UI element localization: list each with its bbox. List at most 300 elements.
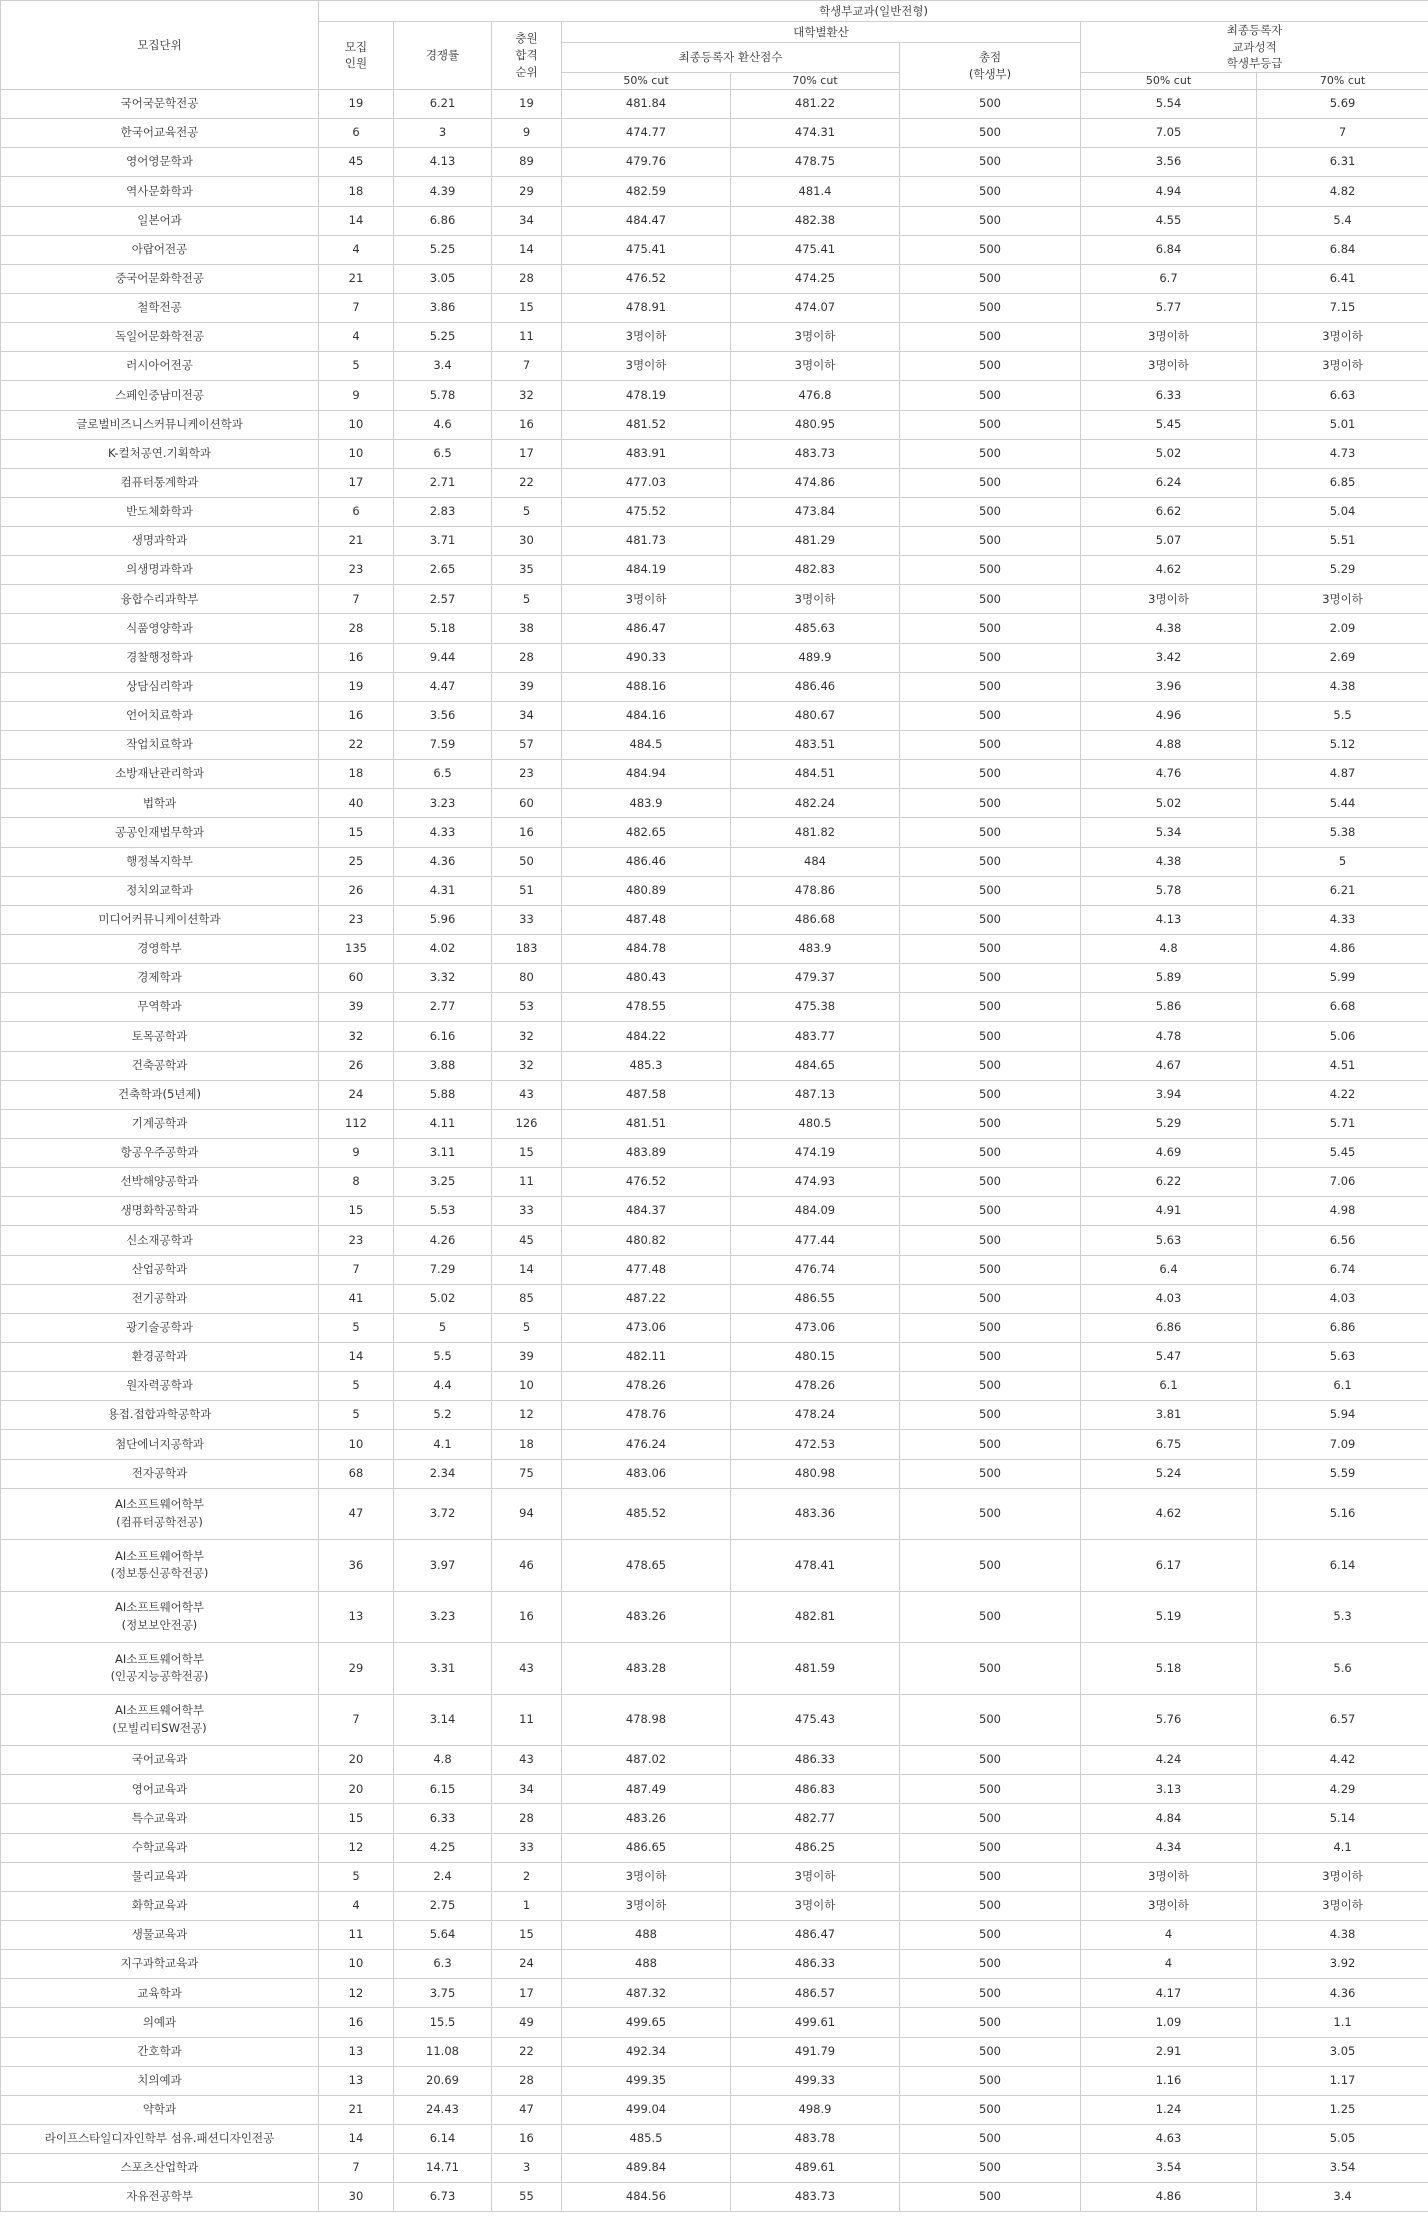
competition-cell: 3.4 (394, 352, 492, 381)
total-cell: 500 (900, 2008, 1081, 2037)
grade-cut70-cell: 2.69 (1257, 643, 1428, 672)
cut50-cell: 488 (562, 1921, 731, 1950)
waitlist-cell: 22 (492, 468, 562, 497)
header-grade-group: 최종등록자 교과성적 학생부등급 (1081, 22, 1428, 73)
grade-cut50-cell: 3명이하 (1081, 352, 1257, 381)
cut50-cell: 487.49 (562, 1775, 731, 1804)
waitlist-cell: 39 (492, 1343, 562, 1372)
recruit-cell: 15 (319, 1804, 394, 1833)
grade-cut50-cell: 6.86 (1081, 1313, 1257, 1342)
recruit-cell: 60 (319, 964, 394, 993)
recruit-cell: 28 (319, 614, 394, 643)
total-cell: 500 (900, 1833, 1081, 1862)
header-grade-cut70: 70% cut (1257, 73, 1428, 90)
competition-cell: 3.72 (394, 1488, 492, 1540)
cut70-cell: 475.41 (731, 235, 900, 264)
cut70-cell: 498.9 (731, 2095, 900, 2124)
cut70-cell: 480.98 (731, 1459, 900, 1488)
total-cell: 500 (900, 206, 1081, 235)
unit-cell: 광기술공학과 (1, 1313, 319, 1342)
table-row (1, 89, 1428, 118)
total-cell: 500 (900, 1643, 1081, 1695)
recruit-cell: 13 (319, 1591, 394, 1643)
grade-cut50-cell: 5.19 (1081, 1591, 1257, 1643)
cut50-cell: 475.52 (562, 497, 731, 526)
grade-cut50-cell: 4 (1081, 1950, 1257, 1979)
total-cell: 500 (900, 643, 1081, 672)
total-cell: 500 (900, 1313, 1081, 1342)
grade-cut50-cell: 1.16 (1081, 2066, 1257, 2095)
total-cell: 500 (900, 789, 1081, 818)
cut70-cell: 486.46 (731, 672, 900, 701)
competition-cell: 5 (394, 1313, 492, 1342)
table-row (1, 1775, 1428, 1804)
table-row (1, 2008, 1428, 2037)
cut50-cell: 487.22 (562, 1284, 731, 1313)
grade-cut50-cell: 5.34 (1081, 818, 1257, 847)
competition-cell: 4.26 (394, 1226, 492, 1255)
recruit-cell: 39 (319, 993, 394, 1022)
grade-cut70-cell: 4.87 (1257, 760, 1428, 789)
waitlist-cell: 45 (492, 1226, 562, 1255)
grade-cut50-cell: 4.88 (1081, 731, 1257, 760)
total-cell: 500 (900, 818, 1081, 847)
grade-cut70-cell: 6.68 (1257, 993, 1428, 1022)
waitlist-cell: 126 (492, 1109, 562, 1138)
cut50-cell: 473.06 (562, 1313, 731, 1342)
grade-cut50-cell: 3.81 (1081, 1401, 1257, 1430)
total-cell: 500 (900, 1804, 1081, 1833)
recruit-cell: 15 (319, 1197, 394, 1226)
cut70-cell: 482.83 (731, 556, 900, 585)
unit-cell: 교육학과 (1, 1979, 319, 2008)
total-cell: 500 (900, 1051, 1081, 1080)
grade-cut50-cell: 4.17 (1081, 1979, 1257, 2008)
waitlist-cell: 18 (492, 1430, 562, 1459)
recruit-cell: 7 (319, 293, 394, 322)
cut70-cell: 475.38 (731, 993, 900, 1022)
cut70-cell: 474.07 (731, 293, 900, 322)
cut70-cell: 483.73 (731, 2183, 900, 2212)
recruit-cell: 20 (319, 1775, 394, 1804)
grade-cut50-cell: 4.96 (1081, 701, 1257, 730)
grade-cut70-cell: 1.1 (1257, 2008, 1428, 2037)
grade-cut70-cell: 7.15 (1257, 293, 1428, 322)
table-row (1, 2154, 1428, 2183)
unit-cell: 항공우주공학과 (1, 1139, 319, 1168)
cut50-cell: 485.3 (562, 1051, 731, 1080)
cut50-cell: 477.03 (562, 468, 731, 497)
cut50-cell: 484.22 (562, 1022, 731, 1051)
cut70-cell: 486.68 (731, 905, 900, 934)
cut50-cell: 486.65 (562, 1833, 731, 1862)
grade-cut70-cell: 6.63 (1257, 381, 1428, 410)
grade-cut50-cell: 5.89 (1081, 964, 1257, 993)
unit-cell: 신소재공학과 (1, 1226, 319, 1255)
unit-cell: 의생명과학과 (1, 556, 319, 585)
unit-cell: 중국어문화학전공 (1, 264, 319, 293)
grade-cut70-cell: 4.29 (1257, 1775, 1428, 1804)
total-cell: 500 (900, 731, 1081, 760)
grade-cut50-cell: 4.03 (1081, 1284, 1257, 1313)
competition-cell: 4.31 (394, 876, 492, 905)
competition-cell: 3.14 (394, 1694, 492, 1746)
cut50-cell: 478.55 (562, 993, 731, 1022)
cut50-cell: 486.47 (562, 614, 731, 643)
unit-cell: 컴퓨터통계학과 (1, 468, 319, 497)
unit-cell: 영어교육과 (1, 1775, 319, 1804)
table-row (1, 1080, 1428, 1109)
total-cell: 500 (900, 935, 1081, 964)
grade-cut50-cell: 5.54 (1081, 89, 1257, 118)
grade-cut70-cell: 6.85 (1257, 468, 1428, 497)
cut50-cell: 3명이하 (562, 352, 731, 381)
unit-cell: 법학과 (1, 789, 319, 818)
total-cell: 500 (900, 2066, 1081, 2095)
grade-cut70-cell: 4.36 (1257, 1979, 1428, 2008)
unit-cell: 용접.접합과학공학과 (1, 1401, 319, 1430)
competition-cell: 5.64 (394, 1921, 492, 1950)
cut70-cell: 499.33 (731, 2066, 900, 2095)
recruit-cell: 45 (319, 148, 394, 177)
recruit-cell: 21 (319, 264, 394, 293)
cut50-cell: 486.46 (562, 847, 731, 876)
competition-cell: 2.71 (394, 468, 492, 497)
table-row (1, 206, 1428, 235)
waitlist-cell: 28 (492, 2066, 562, 2095)
header-cut50: 50% cut (562, 73, 731, 90)
competition-cell: 3.56 (394, 701, 492, 730)
cut70-cell: 482.24 (731, 789, 900, 818)
competition-cell: 3.23 (394, 1591, 492, 1643)
waitlist-cell: 15 (492, 293, 562, 322)
unit-cell: AI소프트웨어학부 (컴퓨터공학전공) (1, 1488, 319, 1540)
total-cell: 500 (900, 1540, 1081, 1592)
waitlist-cell: 94 (492, 1488, 562, 1540)
total-cell: 500 (900, 1591, 1081, 1643)
waitlist-cell: 28 (492, 1804, 562, 1833)
recruit-cell: 17 (319, 468, 394, 497)
cut70-cell: 3명이하 (731, 1891, 900, 1920)
table-row (1, 935, 1428, 964)
cut50-cell: 478.91 (562, 293, 731, 322)
competition-cell: 2.83 (394, 497, 492, 526)
waitlist-cell: 39 (492, 672, 562, 701)
waitlist-cell: 51 (492, 876, 562, 905)
waitlist-cell: 12 (492, 1401, 562, 1430)
grade-cut70-cell: 4.42 (1257, 1746, 1428, 1775)
competition-cell: 4.33 (394, 818, 492, 847)
cut50-cell: 481.84 (562, 89, 731, 118)
grade-cut50-cell: 4 (1081, 1921, 1257, 1950)
unit-cell: 언어치료학과 (1, 701, 319, 730)
total-cell: 500 (900, 1372, 1081, 1401)
unit-cell: 건축학과(5년제) (1, 1080, 319, 1109)
grade-cut70-cell: 2.09 (1257, 614, 1428, 643)
cut70-cell: 478.26 (731, 1372, 900, 1401)
unit-cell: 러시아어전공 (1, 352, 319, 381)
cut70-cell: 3명이하 (731, 585, 900, 614)
grade-cut50-cell: 6.4 (1081, 1255, 1257, 1284)
table-row (1, 701, 1428, 730)
total-cell: 500 (900, 148, 1081, 177)
total-cell: 500 (900, 352, 1081, 381)
recruit-cell: 20 (319, 1746, 394, 1775)
unit-cell: 지구과학교육과 (1, 1950, 319, 1979)
cut70-cell: 475.43 (731, 1694, 900, 1746)
total-cell: 500 (900, 177, 1081, 206)
waitlist-cell: 15 (492, 1921, 562, 1950)
recruit-cell: 47 (319, 1488, 394, 1540)
table-header (1, 1, 1428, 90)
total-cell: 500 (900, 1022, 1081, 1051)
cut50-cell: 487.48 (562, 905, 731, 934)
waitlist-cell: 34 (492, 1775, 562, 1804)
grade-cut50-cell: 4.63 (1081, 2125, 1257, 2154)
waitlist-cell: 14 (492, 235, 562, 264)
recruit-cell: 21 (319, 2095, 394, 2124)
competition-cell: 3.97 (394, 1540, 492, 1592)
grade-cut50-cell: 4.38 (1081, 847, 1257, 876)
cut50-cell: 490.33 (562, 643, 731, 672)
competition-cell: 3.71 (394, 527, 492, 556)
competition-cell: 4.47 (394, 672, 492, 701)
competition-cell: 6.16 (394, 1022, 492, 1051)
waitlist-cell: 22 (492, 2037, 562, 2066)
waitlist-cell: 24 (492, 1950, 562, 1979)
grade-cut50-cell: 3명이하 (1081, 323, 1257, 352)
table-row (1, 1372, 1428, 1401)
total-cell: 500 (900, 1459, 1081, 1488)
total-cell: 500 (900, 410, 1081, 439)
cut50-cell: 487.58 (562, 1080, 731, 1109)
waitlist-cell: 89 (492, 148, 562, 177)
total-cell: 500 (900, 1430, 1081, 1459)
waitlist-cell: 7 (492, 352, 562, 381)
total-cell: 500 (900, 527, 1081, 556)
total-cell: 500 (900, 235, 1081, 264)
table-row (1, 731, 1428, 760)
cut70-cell: 3명이하 (731, 352, 900, 381)
waitlist-cell: 75 (492, 1459, 562, 1488)
competition-cell: 14.71 (394, 2154, 492, 2183)
recruit-cell: 5 (319, 1372, 394, 1401)
waitlist-cell: 60 (492, 789, 562, 818)
waitlist-cell: 5 (492, 497, 562, 526)
table-row (1, 177, 1428, 206)
competition-cell: 4.25 (394, 1833, 492, 1862)
competition-cell: 3.31 (394, 1643, 492, 1695)
competition-cell: 3.11 (394, 1139, 492, 1168)
cut50-cell: 484.78 (562, 935, 731, 964)
cut70-cell: 480.95 (731, 410, 900, 439)
table-row (1, 1459, 1428, 1488)
competition-cell: 4.11 (394, 1109, 492, 1138)
cut70-cell: 491.79 (731, 2037, 900, 2066)
grade-cut70-cell: 5.04 (1257, 497, 1428, 526)
waitlist-cell: 1 (492, 1891, 562, 1920)
total-cell: 500 (900, 468, 1081, 497)
table-row (1, 2125, 1428, 2154)
unit-cell: 국어교육과 (1, 1746, 319, 1775)
cut70-cell: 484 (731, 847, 900, 876)
cut70-cell: 482.77 (731, 1804, 900, 1833)
unit-cell: 토목공학과 (1, 1022, 319, 1051)
cut50-cell: 480.89 (562, 876, 731, 905)
total-cell: 500 (900, 293, 1081, 322)
cut70-cell: 474.19 (731, 1139, 900, 1168)
recruit-cell: 30 (319, 2183, 394, 2212)
cut50-cell: 478.76 (562, 1401, 731, 1430)
total-cell: 500 (900, 964, 1081, 993)
grade-cut50-cell: 4.86 (1081, 2183, 1257, 2212)
table-row (1, 876, 1428, 905)
table-row (1, 760, 1428, 789)
waitlist-cell: 30 (492, 527, 562, 556)
grade-cut70-cell: 1.17 (1257, 2066, 1428, 2095)
grade-cut70-cell: 5.14 (1257, 1804, 1428, 1833)
table-row (1, 1591, 1428, 1643)
grade-cut50-cell: 6.33 (1081, 381, 1257, 410)
grade-cut50-cell: 5.47 (1081, 1343, 1257, 1372)
waitlist-cell: 11 (492, 323, 562, 352)
cut50-cell: 488 (562, 1950, 731, 1979)
table-row (1, 1862, 1428, 1891)
cut50-cell: 479.76 (562, 148, 731, 177)
grade-cut50-cell: 4.78 (1081, 1022, 1257, 1051)
grade-cut50-cell: 6.1 (1081, 1372, 1257, 1401)
unit-cell: 원자력공학과 (1, 1372, 319, 1401)
waitlist-cell: 38 (492, 614, 562, 643)
recruit-cell: 4 (319, 235, 394, 264)
header-waitlist: 충원 합격 순위 (492, 22, 562, 90)
table-row (1, 1891, 1428, 1920)
cut50-cell: 485.5 (562, 2125, 731, 2154)
unit-cell: 의예과 (1, 2008, 319, 2037)
table-row (1, 1694, 1428, 1746)
competition-cell: 6.21 (394, 89, 492, 118)
recruit-cell: 16 (319, 643, 394, 672)
table-row (1, 818, 1428, 847)
unit-cell: 경찰행정학과 (1, 643, 319, 672)
competition-cell: 3.75 (394, 1979, 492, 2008)
competition-cell: 4.02 (394, 935, 492, 964)
grade-cut50-cell: 6.17 (1081, 1540, 1257, 1592)
competition-cell: 5.25 (394, 235, 492, 264)
recruit-cell: 41 (319, 1284, 394, 1313)
table-row (1, 235, 1428, 264)
total-cell: 500 (900, 1080, 1081, 1109)
grade-cut50-cell: 2.91 (1081, 2037, 1257, 2066)
grade-cut50-cell: 1.09 (1081, 2008, 1257, 2037)
cut50-cell: 487.02 (562, 1746, 731, 1775)
waitlist-cell: 17 (492, 1979, 562, 2008)
unit-cell: 자유전공학부 (1, 2183, 319, 2212)
waitlist-cell: 80 (492, 964, 562, 993)
grade-cut50-cell: 5.86 (1081, 993, 1257, 1022)
grade-cut70-cell: 5.59 (1257, 1459, 1428, 1488)
cut50-cell: 481.51 (562, 1109, 731, 1138)
cut70-cell: 480.67 (731, 701, 900, 730)
recruit-cell: 19 (319, 89, 394, 118)
recruit-cell: 4 (319, 323, 394, 352)
grade-cut70-cell: 6.56 (1257, 1226, 1428, 1255)
table-row (1, 468, 1428, 497)
grade-cut70-cell: 4.73 (1257, 439, 1428, 468)
total-cell: 500 (900, 2125, 1081, 2154)
table-row (1, 1343, 1428, 1372)
cut50-cell: 484.5 (562, 731, 731, 760)
unit-cell: 생명과학과 (1, 527, 319, 556)
recruit-cell: 23 (319, 905, 394, 934)
waitlist-cell: 43 (492, 1080, 562, 1109)
recruit-cell: 68 (319, 1459, 394, 1488)
unit-cell: 간호학과 (1, 2037, 319, 2066)
unit-cell: 역사문화학과 (1, 177, 319, 206)
cut70-cell: 476.8 (731, 381, 900, 410)
unit-cell: AI소프트웨어학부 (정보통신공학전공) (1, 1540, 319, 1592)
cut50-cell: 499.65 (562, 2008, 731, 2037)
grade-cut50-cell: 6.22 (1081, 1168, 1257, 1197)
unit-cell: 아랍어전공 (1, 235, 319, 264)
recruit-cell: 36 (319, 1540, 394, 1592)
competition-cell: 2.34 (394, 1459, 492, 1488)
grade-cut70-cell: 5.6 (1257, 1643, 1428, 1695)
total-cell: 500 (900, 1109, 1081, 1138)
grade-cut50-cell: 3.56 (1081, 148, 1257, 177)
table-row (1, 1109, 1428, 1138)
waitlist-cell: 43 (492, 1643, 562, 1695)
grade-cut50-cell: 4.24 (1081, 1746, 1257, 1775)
recruit-cell: 26 (319, 876, 394, 905)
cut50-cell: 482.59 (562, 177, 731, 206)
grade-cut70-cell: 6.86 (1257, 1313, 1428, 1342)
cut70-cell: 486.25 (731, 1833, 900, 1862)
cut50-cell: 483.06 (562, 1459, 731, 1488)
recruit-cell: 14 (319, 2125, 394, 2154)
unit-cell: 글로벌비즈니스커뮤니케이션학과 (1, 410, 319, 439)
grade-cut70-cell: 6.57 (1257, 1694, 1428, 1746)
total-cell: 500 (900, 2095, 1081, 2124)
grade-cut50-cell: 5.24 (1081, 1459, 1257, 1488)
cut70-cell: 3명이하 (731, 1862, 900, 1891)
waitlist-cell: 55 (492, 2183, 562, 2212)
table-row (1, 1643, 1428, 1695)
waitlist-cell: 32 (492, 1022, 562, 1051)
grade-cut50-cell: 6.75 (1081, 1430, 1257, 1459)
unit-cell: 기계공학과 (1, 1109, 319, 1138)
grade-cut70-cell: 5.38 (1257, 818, 1428, 847)
waitlist-cell: 32 (492, 1051, 562, 1080)
waitlist-cell: 183 (492, 935, 562, 964)
waitlist-cell: 49 (492, 2008, 562, 2037)
header-grade-cut50: 50% cut (1081, 73, 1257, 90)
cut70-cell: 481.4 (731, 177, 900, 206)
table-row (1, 527, 1428, 556)
recruit-cell: 22 (319, 731, 394, 760)
unit-cell: 화학교육과 (1, 1891, 319, 1920)
competition-cell: 2.4 (394, 1862, 492, 1891)
grade-cut70-cell: 3명이하 (1257, 1891, 1428, 1920)
grade-cut50-cell: 5.45 (1081, 410, 1257, 439)
grade-cut70-cell: 5.99 (1257, 964, 1428, 993)
table-row (1, 1488, 1428, 1540)
grade-cut70-cell: 4.82 (1257, 177, 1428, 206)
total-cell: 500 (900, 439, 1081, 468)
recruit-cell: 26 (319, 1051, 394, 1080)
grade-cut50-cell: 3명이하 (1081, 585, 1257, 614)
waitlist-cell: 17 (492, 439, 562, 468)
